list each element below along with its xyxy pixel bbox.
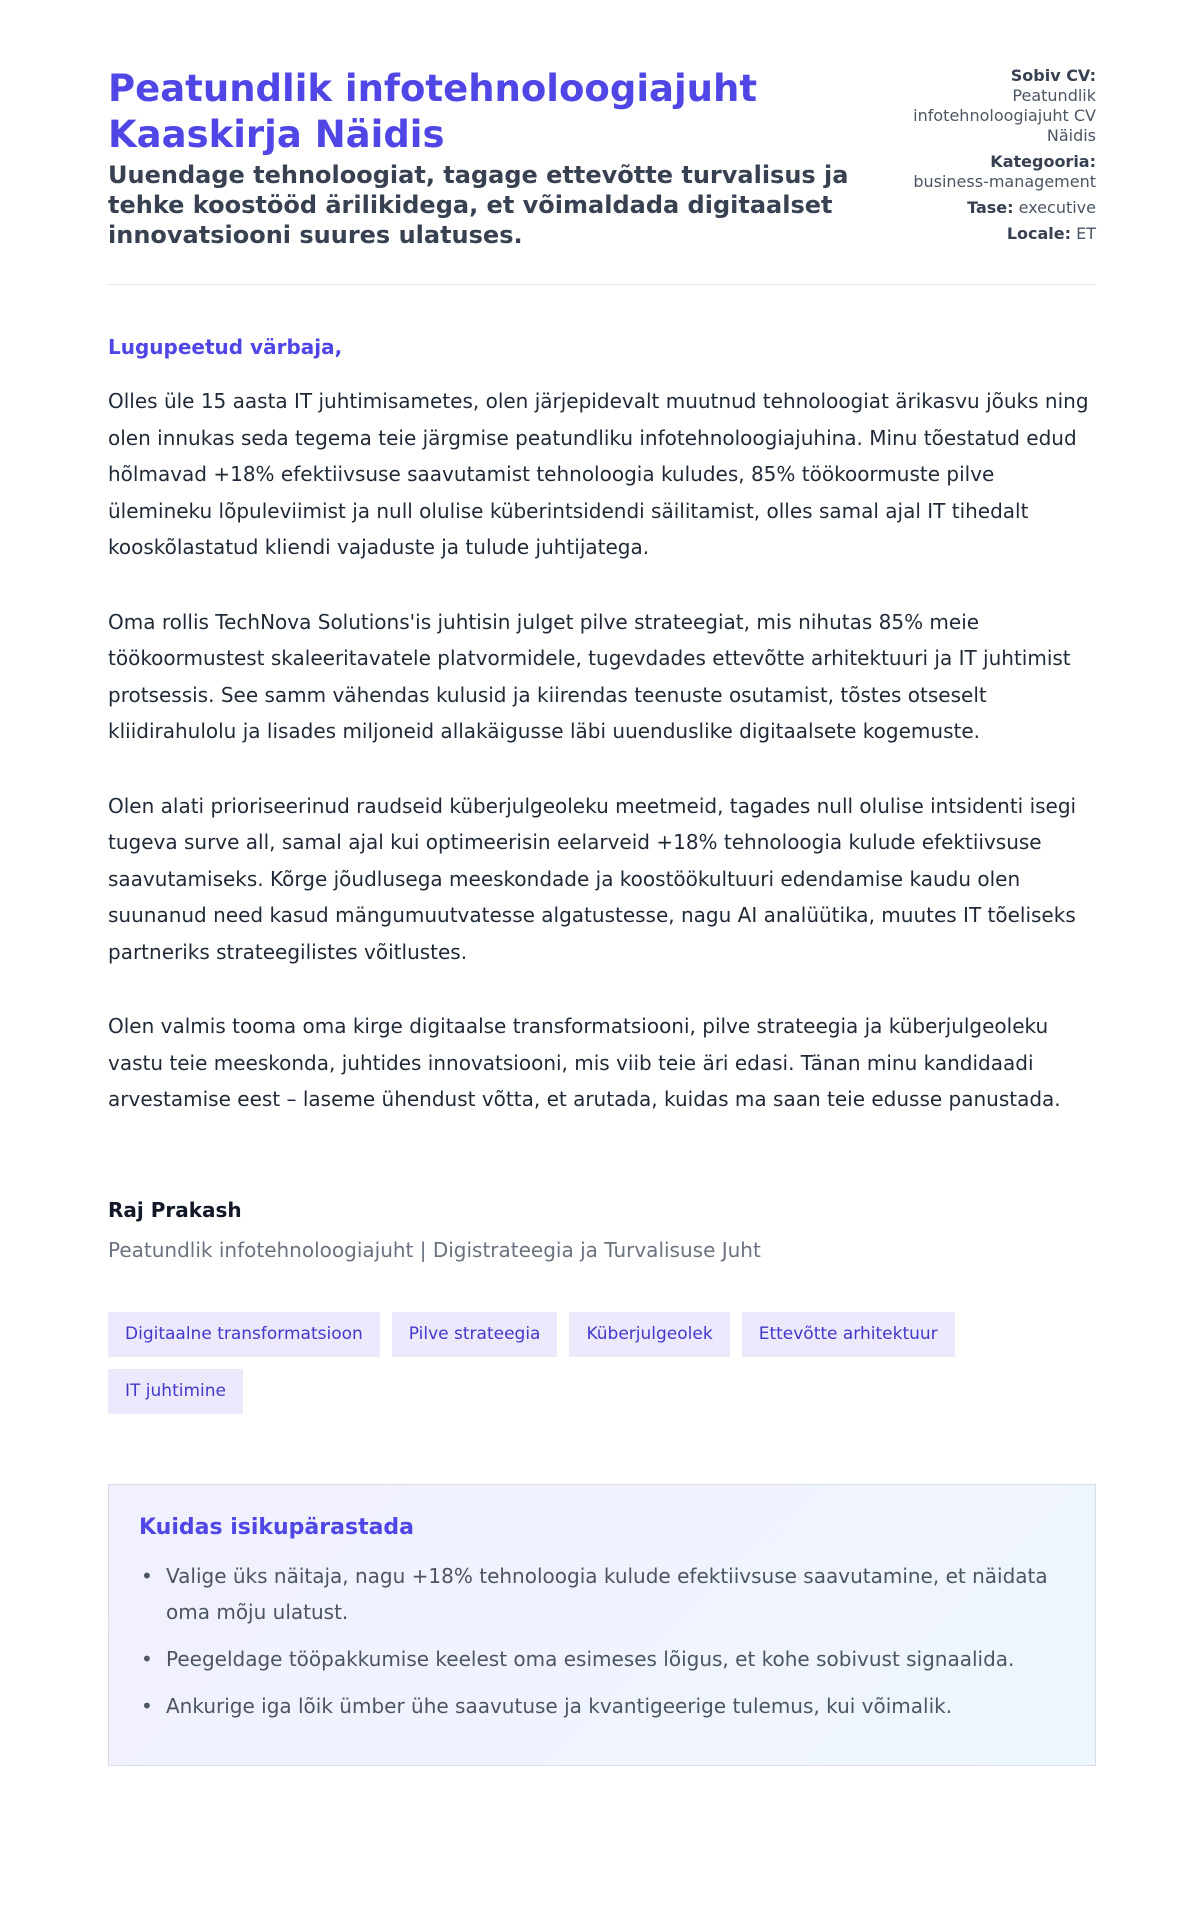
signature-role: Peatundlik infotehnoloogiajuht | Digistrateegia ja Turvalisuse Juht — [108, 1237, 761, 1262]
tag: IT juhtimine — [108, 1369, 243, 1414]
tag: Ettevõtte arhitektuur — [742, 1312, 955, 1357]
tip-item: • Ankurige iga lõik ümber ühe saavutuse ja kvantigeerige tulemus, kui võimalik. — [139, 1688, 1065, 1724]
header — [108, 66, 1096, 285]
tip-item: • Peegeldage tööpakkumise keelest oma esimeses lõigus, et kohe sobivust signaalida. — [139, 1641, 1065, 1677]
meta-category-value: business-management — [913, 172, 1096, 191]
meta-cv — [896, 66, 1096, 146]
letter-paragraph: Oma rollis TechNova Solutions'is juhtisin julget pilve strateegiat, mis nihutas 85% meie töökoormustest skaleeritavatele platvormidele, tugevdades ettevõtte arhitektuuri ja IT juhtimist protsessis. See samm vähendas kulusid ja kiirendas teenuste osutamist, tõstes otseselt kliidirahulolu ja lisades miljoneid allakäigusse läbi uuenduslike digitaalsete kogemuste. — [108, 609, 1071, 743]
meta-level-label: Tase: — [967, 198, 1014, 217]
tip-item: • Valige üks näitaja, nagu +18% tehnoloogia kulude efektiivsuse saavutamine, et näidata oma mõju ulatust. — [139, 1558, 1065, 1630]
meta-panel — [896, 66, 1096, 250]
meta-category — [896, 152, 1096, 192]
personalization-tips — [108, 1484, 1096, 1766]
letter-greeting: Lugupeetud värbaja, — [108, 335, 343, 359]
meta-cv-label: Sobiv CV: — [1010, 66, 1096, 85]
letter-paragraph: Olen valmis tooma oma kirge digitaalse transformatsiooni, pilve strateegia ja küberjulgeoleku vastu teie meeskonda, juhtides innovatsiooni, mis viib teie äri edasi. Tänan minu kandidaadi arvestamise eest – laseme ühendust võtta, et arutada, kuidas ma saan teie edusse panustada. — [108, 1014, 1061, 1111]
tips-title: Kuidas isikupärastada — [139, 1514, 415, 1540]
signature-name: Raj Prakash — [108, 1197, 242, 1222]
meta-locale-label: Locale: — [1006, 224, 1072, 243]
letter-paragraph: Olles üle 15 aasta IT juhtimisametes, olen järjepidevalt muutnud tehnoloogiat ärikasvu jõuks ning olen innukas seda tegema teie järgmise peatundliku infotehnoloogiajuhina. Minu tõestatud edud hõlmavad +18% efektiivsuse saavutamist tehnoloogia kuludes, 85% töökoormuste pilve ülemineku lõpuleviimist ja null olulise küberintsidendi säilitamist, olles samal ajal IT tihedalt kooskõlastatud kliendi vajaduste ja tulude juhtijatega. — [108, 389, 1089, 559]
tag: Digitaalne transformatsioon — [108, 1312, 380, 1357]
title-block — [108, 66, 878, 250]
meta-level — [896, 198, 1096, 218]
tips-list — [139, 1558, 1065, 1724]
page-title: Peatundlik infotehnoloogiajuht Kaaskirja Näidis — [108, 67, 758, 156]
meta-locale-value: ET — [1076, 224, 1096, 243]
tag: Pilve strateegia — [392, 1312, 558, 1357]
tag-list — [108, 1312, 1008, 1414]
page-subtitle: Uuendage tehnoloogiat, tagage ettevõtte turvalisus ja tehke koostööd ärilikidega, et võimaldada digitaalset innovatsiooni suures ulatuses. — [108, 161, 849, 249]
meta-cv-value: Peatundlik infotehnoloogiajuht CV Näidis — [913, 86, 1096, 145]
meta-locale — [896, 224, 1096, 244]
meta-category-label: Kategooria: — [990, 152, 1096, 171]
meta-level-value: executive — [1018, 198, 1096, 217]
tag: Küberjulgeolek — [569, 1312, 729, 1357]
letter-paragraph: Olen alati prioriseerinud raudseid küberjulgeoleku meetmeid, tagades null olulise intsidenti isegi tugeva surve all, samal ajal kui optimeerisin eelarveid +18% tehnoloogia kulude efektiivsuse saavutamiseks. Kõrge jõudlusega meeskondade ja koostöökultuuri edendamise kaudu olen suunanud need kasud mängumuutvatesse algatustesse, nagu AI analüütika, muutes IT tõeliseks partneriks strateegilistes võitlustes. — [108, 793, 1077, 964]
